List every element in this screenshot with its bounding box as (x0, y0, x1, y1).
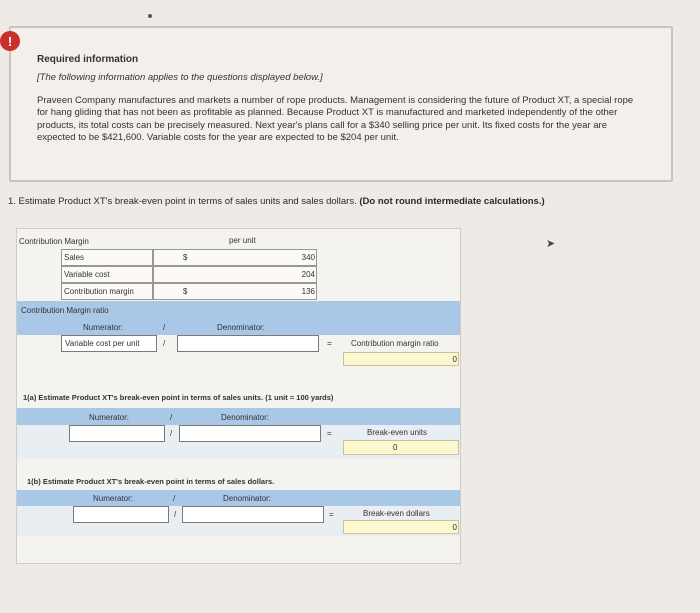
part-b-slash-header: / (173, 494, 176, 503)
question-main: 1. Estimate Product XT's break-even point in terms of sales units and sales dollars. (8, 196, 357, 207)
cm-ratio-numerator-value: Variable cost per unit (65, 339, 140, 348)
cm-header: Contribution Margin (19, 237, 89, 246)
part-a-result-value: 0 (393, 443, 398, 452)
question-text (8, 196, 545, 207)
worksheet-panel (16, 228, 461, 564)
cm-ratio-result-value: 0 (452, 355, 457, 364)
part-b-title: 1(b) Estimate Product XT's break-even point in terms of sales dollars. (27, 477, 275, 486)
part-a-numerator-input[interactable] (69, 425, 165, 442)
sales-label: Sales (64, 253, 85, 262)
part-a-equals: = (327, 429, 332, 438)
part-a-denominator-label: Denominator: (221, 413, 270, 422)
part-b-equals: = (329, 510, 334, 519)
variable-cost-label: Variable cost (64, 270, 110, 279)
cm-ratio-slash: / (163, 339, 166, 348)
part-b-result-label: Break-even dollars (363, 509, 430, 518)
part-a-result-cell (343, 440, 459, 455)
per-unit-header: per unit (229, 236, 256, 245)
part-a-numerator-label: Numerator: (89, 413, 130, 422)
cm-ratio-denominator-label: Denominator: (217, 323, 266, 332)
required-info-body: Praveen Company manufactures and markets a number of rope products. Management is considering the future of Product XT, a special rope for hang gliding that has not been as profitable as planned. Because Product XT is manufactured and marketed independently of the other products, its total costs can be precisely measured. Next year's plans call for a $340 selling price per unit. Its fixed costs for the year are expected to be $421,600. Variable costs for the year are expected to be $204 per unit. (37, 95, 634, 144)
cm-ratio-equals: = (327, 339, 332, 348)
cm-currency: $ (183, 287, 188, 296)
cm-ratio-header: Contribution Margin ratio (21, 306, 109, 315)
mouse-cursor-icon: ➤ (546, 238, 556, 250)
part-a-slash-header: / (170, 413, 173, 422)
part-a-title: 1(a) Estimate Product XT's break-even point in terms of sales units. (1 unit = 100 yards) (23, 393, 334, 402)
cm-ratio-denominator-input[interactable] (177, 335, 319, 352)
part-b-numerator-label: Numerator: (93, 494, 134, 503)
sales-currency: $ (183, 253, 188, 262)
part-a-slash: / (170, 429, 173, 438)
variable-cost-value: 204 (301, 270, 315, 279)
part-b-slash: / (174, 510, 177, 519)
cm-ratio-slash-header: / (163, 323, 166, 332)
part-b-result-value: 0 (452, 523, 457, 532)
sales-value: 340 (301, 253, 315, 262)
alert-icon: ! (0, 31, 20, 51)
required-info-title: Required information (37, 54, 139, 65)
cm-value: 136 (301, 287, 315, 296)
cm-ratio-numerator-label: Numerator: (83, 323, 124, 332)
cm-label: Contribution margin (64, 287, 134, 296)
part-b-denominator-label: Denominator: (223, 494, 272, 503)
cm-ratio-result-label: Contribution margin ratio (351, 339, 439, 348)
decor-dot (148, 14, 152, 18)
part-a-result-label: Break-even units (367, 428, 428, 437)
part-b-denominator-input[interactable] (182, 506, 324, 523)
part-b-numerator-input[interactable] (73, 506, 169, 523)
required-info-subtitle: [The following information applies to the questions displayed below.] (37, 72, 323, 83)
part-a-denominator-input[interactable] (179, 425, 321, 442)
question-instruction: (Do not round intermediate calculations.) (359, 196, 545, 207)
